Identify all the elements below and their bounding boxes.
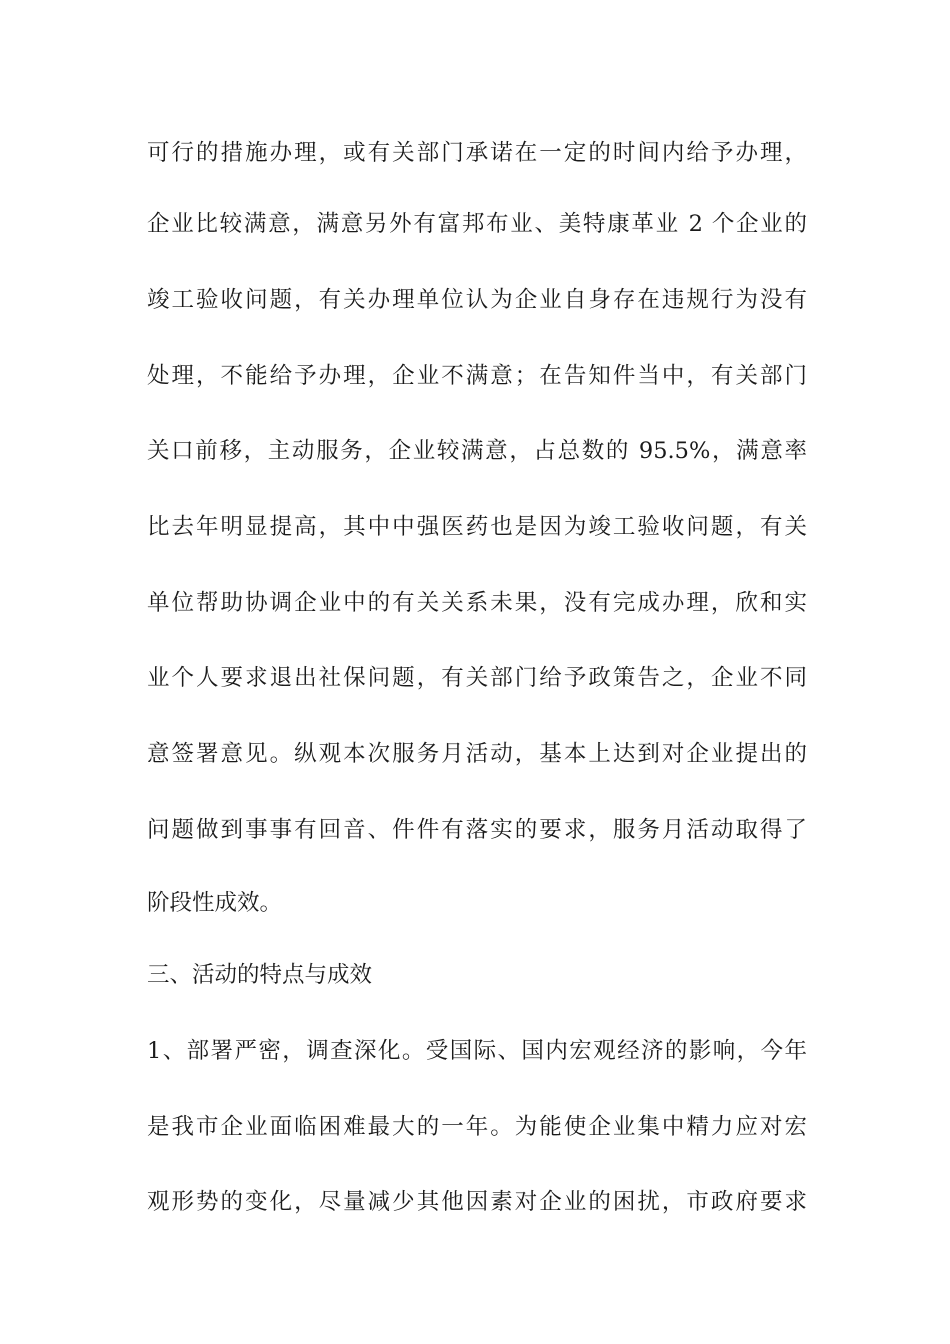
body-text-line: 1、部署严密，调查深化。受国际、国内宏观经济的影响，今年 (147, 1038, 807, 1064)
body-text-line: 企业比较满意，满意另外有富邦布业、美特康革业 2 个企业的 (147, 211, 807, 237)
body-text-line: 观形势的变化，尽量减少其他因素对企业的困扰，市政府要求 (147, 1189, 807, 1215)
body-text-line: 处理，不能给予办理，企业不满意；在告知件当中，有关部门 (147, 363, 807, 389)
body-text-line: 单位帮助协调企业中的有关关系未果，没有完成办理，欣和实 (147, 590, 807, 616)
body-text-line: 可行的措施办理，或有关部门承诺在一定的时间内给予办理， (147, 140, 807, 166)
body-text-line: 业个人要求退出社保问题，有关部门给予政策告之，企业不同 (147, 665, 807, 691)
body-text-line: 是我市企业面临困难最大的一年。为能使企业集中精力应对宏 (147, 1114, 807, 1140)
body-text-line: 竣工验收问题，有关办理单位认为企业自身存在违规行为没有 (147, 287, 807, 313)
paragraph-end-line: 阶段性成效。 (147, 890, 283, 916)
body-text-line: 关口前移，主动服务，企业较满意，占总数的 95.5%，满意率 (147, 438, 807, 464)
body-text-line: 问题做到事事有回音、件件有落实的要求，服务月活动取得了 (147, 817, 807, 843)
section-heading: 三、活动的特点与成效 (147, 962, 373, 988)
body-text-line: 比去年明显提高，其中中强医药也是因为竣工验收问题，有关 (147, 514, 807, 540)
body-text-line: 意签署意见。纵观本次服务月活动，基本上达到对企业提出的 (147, 741, 807, 767)
